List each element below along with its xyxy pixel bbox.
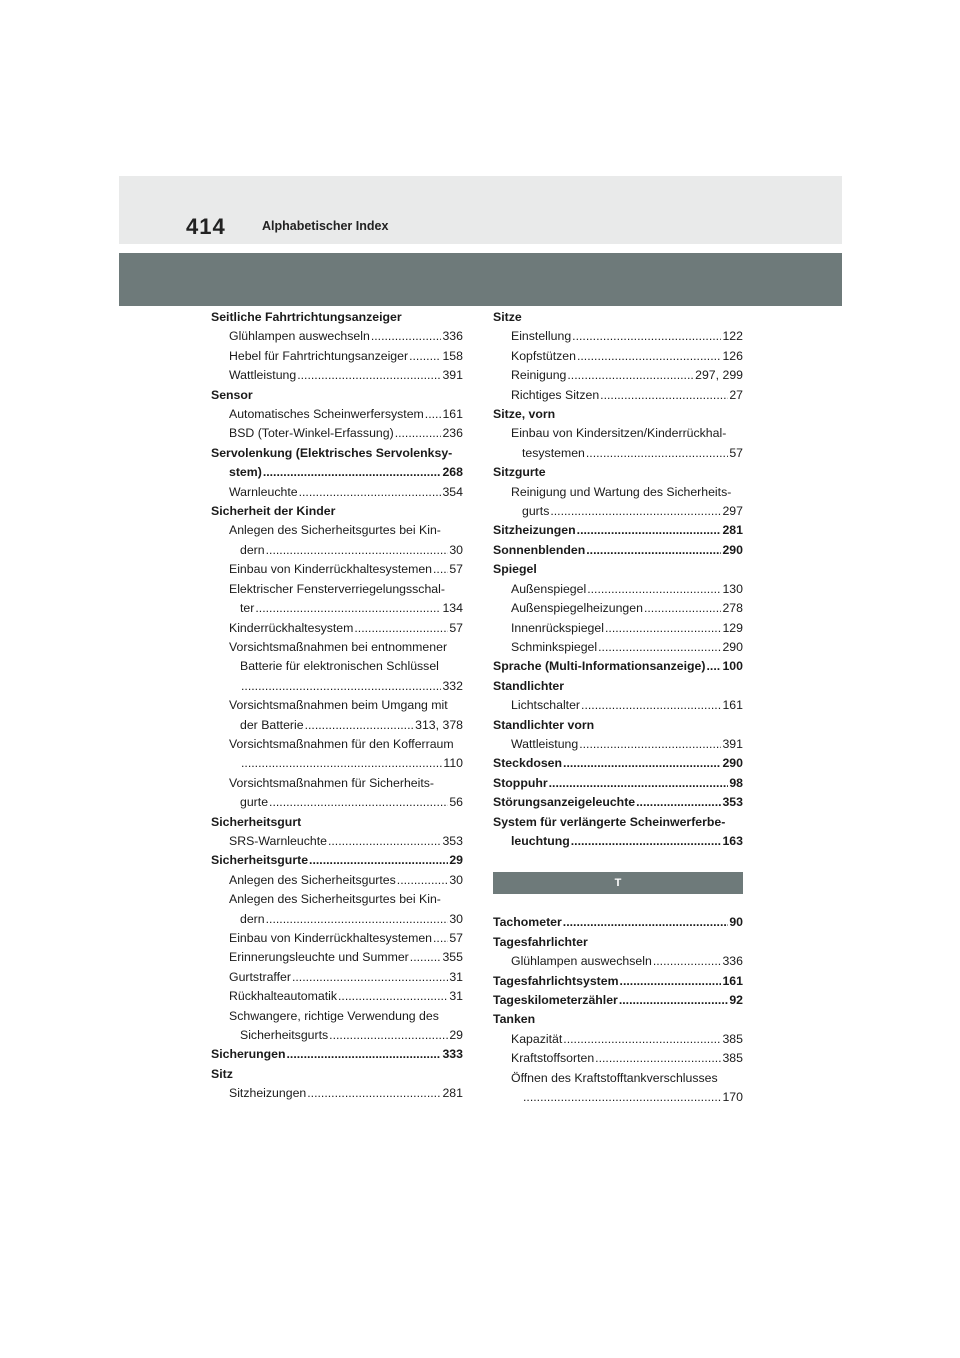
- index-entry-term: Lichtschalter: [511, 698, 581, 713]
- index-entry: [211, 696, 463, 715]
- index-entry-term: tesystemen: [522, 445, 585, 460]
- index-entry-page: 31: [449, 989, 463, 1004]
- index-entry: [211, 910, 463, 929]
- index-entry-page: 56: [449, 795, 463, 810]
- index-entry-term: Reinigung: [511, 368, 567, 383]
- index-entry-term: Gurtstraffer: [229, 969, 291, 984]
- index-entry: [211, 463, 463, 482]
- letter-divider-t: T: [493, 872, 743, 894]
- index-entry-term: Sitz: [211, 1066, 233, 1081]
- index-entry-term: der Batterie: [240, 717, 304, 732]
- index-entry: [493, 366, 743, 385]
- index-entry-term: Sicherheitsgurt: [211, 814, 302, 829]
- index-entry-page: 281: [722, 523, 743, 538]
- dot-leader: [563, 754, 721, 773]
- index-entry: [493, 754, 743, 773]
- dot-leader: [328, 832, 442, 851]
- dot-leader: [410, 948, 442, 967]
- dot-leader: [371, 327, 442, 346]
- index-entry-term: Kinderrückhaltesystem: [229, 620, 354, 635]
- index-entry-term: Standlichter: [493, 678, 565, 693]
- index-entry-term: Außenspiegelheizungen: [511, 601, 643, 616]
- index-entry-term: Sicherheitsgurte: [211, 853, 309, 868]
- dot-leader: [587, 580, 721, 599]
- index-entry: [493, 913, 743, 932]
- dot-leader: [577, 347, 722, 366]
- index-entry: [211, 405, 463, 424]
- dot-leader: [549, 774, 729, 793]
- dot-leader: [433, 929, 448, 948]
- index-entry: [211, 735, 463, 754]
- index-entry-term: Rückhalteautomatik: [229, 989, 337, 1004]
- index-entry: [211, 638, 463, 657]
- index-entry-page: 57: [449, 620, 463, 635]
- dot-leader: [586, 444, 728, 463]
- index-entry: [211, 987, 463, 1006]
- index-entry-term: Sicherungen: [211, 1047, 286, 1062]
- index-entry-page: 110: [443, 756, 463, 771]
- index-entry: [211, 327, 463, 346]
- index-entry-term: Sitze: [493, 310, 522, 324]
- index-entry: [211, 1007, 463, 1026]
- index-entry-term: Öffnen des Kraftstofftankverschlusses: [511, 1070, 718, 1085]
- dot-leader: [305, 716, 415, 735]
- dot-leader: [577, 521, 722, 540]
- dot-leader: [286, 1045, 441, 1064]
- index-entry-term: Warnleuchte: [229, 484, 298, 499]
- index-entry-term: Störungsanzeigeleuchte: [493, 795, 636, 810]
- index-entry-term: Einbau von Kinderrückhaltesystemen: [229, 931, 433, 945]
- index-entry: [493, 832, 743, 851]
- index-entry-page: 130: [722, 581, 743, 596]
- dot-leader: [433, 560, 448, 579]
- index-entry-term: Stoppuhr: [493, 775, 548, 790]
- index-entry-term: dern: [240, 542, 265, 557]
- index-entry-page: 30: [449, 872, 463, 887]
- index-entry-term: Schwangere, richtige Verwendung des: [229, 1008, 439, 1023]
- index-entry: [211, 1045, 463, 1064]
- index-entry-term: Innenrückspiegel: [511, 620, 604, 635]
- index-entry-page: 30: [449, 911, 463, 926]
- index-entry-term: Glühlampen auswechseln: [511, 954, 652, 969]
- index-entry-term: Richtiges Sitzen: [511, 387, 600, 402]
- index-entry-term: Einbau von Kindersitzen/Kinderrückhal-: [511, 426, 727, 441]
- index-entry: [493, 638, 743, 657]
- index-entry: [493, 793, 743, 812]
- index-entry-page: 354: [442, 484, 463, 499]
- index-entry-page: 313, 378: [415, 717, 463, 732]
- dot-leader: [605, 619, 721, 638]
- index-entry: [493, 774, 743, 793]
- index-entry-page: 297, 299: [695, 368, 743, 383]
- index-entry-term: Spiegel: [493, 562, 537, 577]
- index-entry-page: 92: [729, 993, 743, 1007]
- index-entry-term: Vorsichtsmaßnahmen für Sicherheits-: [229, 775, 435, 790]
- index-entry: [211, 813, 463, 832]
- index-entry: [493, 386, 743, 405]
- dot-leader: [581, 696, 721, 715]
- index-entry: [211, 1084, 463, 1103]
- index-entry-page: 100: [722, 659, 743, 674]
- index-entry-page: 353: [442, 833, 463, 848]
- index-entry: [211, 541, 463, 560]
- index-entry-page: 29: [449, 1028, 463, 1043]
- index-entry-page: 290: [722, 756, 743, 771]
- index-entry-term: Tachometer: [493, 915, 562, 930]
- index-entry: [211, 968, 463, 987]
- index-entry: [493, 424, 743, 443]
- index-entry: [493, 444, 743, 463]
- index-entry-page: 163: [722, 833, 743, 848]
- index-entry-page: 29: [449, 853, 463, 868]
- dot-leader: [523, 1088, 721, 1107]
- index-entry-term: Anlegen des Sicherheitsgurtes: [229, 872, 396, 887]
- index-entry-page: 281: [442, 1086, 463, 1101]
- index-entry: [211, 754, 463, 773]
- index-entry: [493, 327, 743, 346]
- dot-leader: [395, 424, 442, 443]
- index-entry-page: 57: [449, 931, 463, 945]
- index-entry-term: Vorsichtsmaßnahmen für den Kofferraum: [229, 736, 454, 751]
- index-entry-term: Schminkspiegel: [511, 639, 598, 654]
- index-entry: [493, 716, 743, 735]
- index-entry-page: 27: [729, 387, 743, 402]
- index-entry: [211, 580, 463, 599]
- index-entry-term: Automatisches Scheinwerfersystem: [229, 407, 424, 422]
- dot-leader: [586, 541, 721, 560]
- dot-leader: [636, 793, 721, 812]
- dot-leader: [409, 347, 441, 366]
- index-entry: [211, 832, 463, 851]
- index-entry-term: Sicherheitsgurts: [240, 1028, 329, 1043]
- index-entry-page: 98: [729, 775, 743, 790]
- index-entry-page: 161: [442, 407, 463, 422]
- index-entry-term: Standlichter vorn: [493, 717, 595, 732]
- index-entry-page: 122: [722, 329, 743, 344]
- index-entry: [211, 716, 463, 735]
- index-entry-term: Einbau von Kinderrückhaltesystemen: [229, 562, 433, 577]
- index-entry: [493, 735, 743, 754]
- index-entry-term: Anlegen des Sicherheitsgurtes bei Kin-: [229, 892, 441, 907]
- index-entry-term: Sitzgurte: [493, 465, 546, 480]
- index-entry-term: BSD (Toter-Winkel-Erfassung): [229, 426, 394, 441]
- header-band: [119, 176, 842, 244]
- index-entry-page: 90: [729, 915, 743, 930]
- index-entry: [211, 483, 463, 502]
- index-entry: [493, 347, 743, 366]
- page-number: 414: [186, 214, 226, 239]
- index-entry: [211, 677, 463, 696]
- index-entry-page: 57: [729, 445, 743, 460]
- index-entry: [211, 366, 463, 385]
- index-entry-page: 391: [722, 736, 743, 751]
- dot-leader: [266, 910, 449, 929]
- index-entry: [493, 580, 743, 599]
- dot-leader: [579, 735, 721, 754]
- index-entry: [211, 851, 463, 870]
- index-entry-term: System für verlängerte Scheinwerferbe-: [493, 814, 726, 829]
- index-entry: [211, 948, 463, 967]
- index-entry: [493, 308, 743, 327]
- index-entry: [493, 813, 743, 832]
- index-entry-page: 31: [449, 969, 463, 984]
- index-entry: [211, 619, 463, 638]
- index-entry: [211, 444, 463, 463]
- index-entry-term: Erinnerungsleuchte und Summer: [229, 950, 409, 965]
- dot-leader: [329, 1026, 448, 1045]
- index-entry-term: dern: [240, 911, 265, 926]
- dot-leader: [241, 754, 442, 773]
- dot-leader: [595, 1049, 721, 1068]
- index-column-left: [211, 308, 463, 1104]
- index-entry-page: 57: [449, 562, 463, 577]
- index-entry-page: 236: [442, 426, 463, 441]
- index-entry-term: Kopfstützen: [511, 348, 576, 363]
- index-entry: [493, 560, 743, 579]
- index-entry-term: Sensor: [211, 387, 253, 402]
- index-entry-page: 268: [442, 465, 463, 480]
- index-entry-page: 158: [442, 348, 463, 363]
- index-entry-page: 391: [442, 368, 463, 383]
- dot-leader: [255, 599, 441, 618]
- index-entry-term: Elektrischer Fensterverriegelungsschal-: [229, 581, 445, 596]
- dot-leader: [354, 619, 448, 638]
- index-entry-term: Sitze, vorn: [493, 407, 556, 422]
- index-entry: [211, 502, 463, 521]
- index-entry: [493, 463, 743, 482]
- index-entry-term: Tagesfahrlichtsystem: [493, 973, 619, 988]
- index-entry: [211, 890, 463, 909]
- index-entry: [211, 793, 463, 812]
- index-entry-term: Seitliche Fahrtrichtungsanzeiger: [211, 310, 402, 324]
- index-entry-term: Sitzheizungen: [229, 1086, 307, 1101]
- index-entry-term: Tagesfahrlichter: [493, 934, 588, 949]
- dot-leader: [269, 793, 448, 812]
- index-entry: [493, 991, 743, 1010]
- index-entry-page: 332: [442, 678, 463, 693]
- index-group-s: [493, 308, 743, 851]
- index-entry: [493, 972, 743, 991]
- dot-leader: [241, 677, 441, 696]
- index-entry: [493, 619, 743, 638]
- index-entry-term: Anlegen des Sicherheitsgurtes bei Kin-: [229, 523, 441, 538]
- index-entry: [211, 774, 463, 793]
- index-entry-page: 161: [722, 973, 743, 988]
- index-entry: [211, 599, 463, 618]
- index-entry-term: Tageskilometerzähler: [493, 993, 618, 1007]
- index-entry-page: 278: [722, 601, 743, 616]
- header-dark-band: [119, 253, 842, 306]
- index-entry-page: 336: [442, 329, 463, 344]
- index-entry: [211, 560, 463, 579]
- index-entry-term: Reinigung und Wartung des Sicherheits-: [511, 484, 732, 499]
- index-entry-term: stem): [229, 465, 262, 480]
- dot-leader: [563, 1030, 721, 1049]
- dot-leader: [644, 599, 722, 618]
- index-entry-page: 336: [722, 954, 743, 969]
- index-entry: [493, 952, 743, 971]
- dot-leader: [299, 483, 442, 502]
- index-entry: [211, 521, 463, 540]
- dot-leader: [598, 638, 721, 657]
- dot-leader: [309, 851, 448, 870]
- index-entry-term: Tanken: [493, 1012, 536, 1027]
- index-entry-term: Außenspiegel: [511, 581, 587, 596]
- dot-leader: [567, 366, 694, 385]
- index-entry-page: 170: [722, 1090, 743, 1105]
- index-entry-page: 385: [722, 1031, 743, 1046]
- index-entry: [211, 386, 463, 405]
- dot-leader: [338, 987, 448, 1006]
- index-entry-page: 134: [442, 601, 463, 616]
- index-entry-term: Wattleistung: [229, 368, 297, 383]
- index-entry-page: 30: [449, 542, 463, 557]
- index-entry: [211, 424, 463, 443]
- index-entry: [211, 657, 463, 676]
- index-entry-term: Wattleistung: [511, 736, 579, 751]
- index-entry-page: 385: [722, 1051, 743, 1066]
- index-entry: [493, 657, 743, 676]
- index-entry-term: Einstellung: [511, 329, 572, 344]
- dot-leader: [572, 327, 721, 346]
- index-entry: [493, 1010, 743, 1029]
- index-group-t: [493, 913, 743, 1107]
- index-entry-page: 290: [722, 542, 743, 557]
- dot-leader: [706, 657, 721, 676]
- index-entry: [493, 933, 743, 952]
- index-entry-term: Kapazität: [511, 1031, 563, 1046]
- index-entry: [211, 1026, 463, 1045]
- dot-leader: [297, 366, 441, 385]
- index-entry: [211, 929, 463, 948]
- index-entry: [493, 521, 743, 540]
- header-gap: [119, 244, 842, 253]
- index-entry-term: gurte: [240, 795, 269, 810]
- index-entry: [493, 1069, 743, 1088]
- index-entry: [211, 308, 463, 327]
- index-entry: [493, 502, 743, 521]
- index-entry-term: Sonnenblenden: [493, 542, 586, 557]
- index-entry-term: gurts: [522, 504, 550, 519]
- index-entry: [493, 405, 743, 424]
- dot-leader: [653, 952, 722, 971]
- index-entry-term: ter: [240, 601, 255, 616]
- section-title: Alphabetischer Index: [262, 219, 389, 233]
- index-entry: [493, 1088, 743, 1107]
- dot-leader: [571, 832, 722, 851]
- index-entry: [211, 347, 463, 366]
- index-entry-term: SRS-Warnleuchte: [229, 833, 327, 848]
- index-entry-page: 161: [722, 698, 743, 713]
- index-entry-term: Batterie für elektronischen Schlüssel: [240, 659, 439, 674]
- index-entry: [493, 599, 743, 618]
- index-entry: [493, 1030, 743, 1049]
- index-entry: [211, 1065, 463, 1084]
- index-entry-term: Vorsichtsmaßnahmen bei entnommener: [229, 639, 448, 654]
- dot-leader: [292, 968, 448, 987]
- index-entry-page: 333: [442, 1047, 463, 1062]
- dot-leader: [307, 1084, 441, 1103]
- index-entry-term: Sicherheit der Kinder: [211, 504, 336, 519]
- index-entry-term: leuchtung: [511, 833, 570, 848]
- dot-leader: [619, 991, 728, 1010]
- index-entry: [211, 871, 463, 890]
- index-entry-page: 126: [722, 348, 743, 363]
- dot-leader: [425, 405, 442, 424]
- index-entry-term: Vorsichtsmaßnahmen beim Umgang mit: [229, 698, 448, 713]
- index-entry-page: 355: [442, 950, 463, 965]
- index-entry-term: Steckdosen: [493, 756, 563, 771]
- index-entry-page: 353: [722, 795, 743, 810]
- index-entry-page: 129: [722, 620, 743, 635]
- index-entry: [493, 483, 743, 502]
- index-column-right: [493, 308, 743, 1107]
- index-entry-term: Hebel für Fahrtrichtungsanzeiger: [229, 348, 409, 363]
- index-entry: [493, 677, 743, 696]
- index-entry-page: 290: [722, 639, 743, 654]
- dot-leader: [620, 972, 722, 991]
- dot-leader: [397, 871, 449, 890]
- index-entry: [493, 1049, 743, 1068]
- dot-leader: [266, 541, 449, 560]
- index-entry-term: Glühlampen auswechseln: [229, 329, 370, 344]
- index-entry-term: Sitzheizungen: [493, 523, 576, 538]
- index-entry: [493, 541, 743, 560]
- index-entry: [493, 696, 743, 715]
- index-entry-term: Sprache (Multi-Informationsanzeige): [493, 659, 706, 674]
- index-entry-term: Kraftstoffsorten: [511, 1051, 595, 1066]
- dot-leader: [600, 386, 728, 405]
- dot-leader: [263, 463, 442, 482]
- dot-leader: [550, 502, 721, 521]
- dot-leader: [563, 913, 729, 932]
- index-entry-term: Servolenkung (Elektrisches Servolenksy-: [211, 445, 453, 460]
- index-entry-page: 297: [722, 504, 743, 519]
